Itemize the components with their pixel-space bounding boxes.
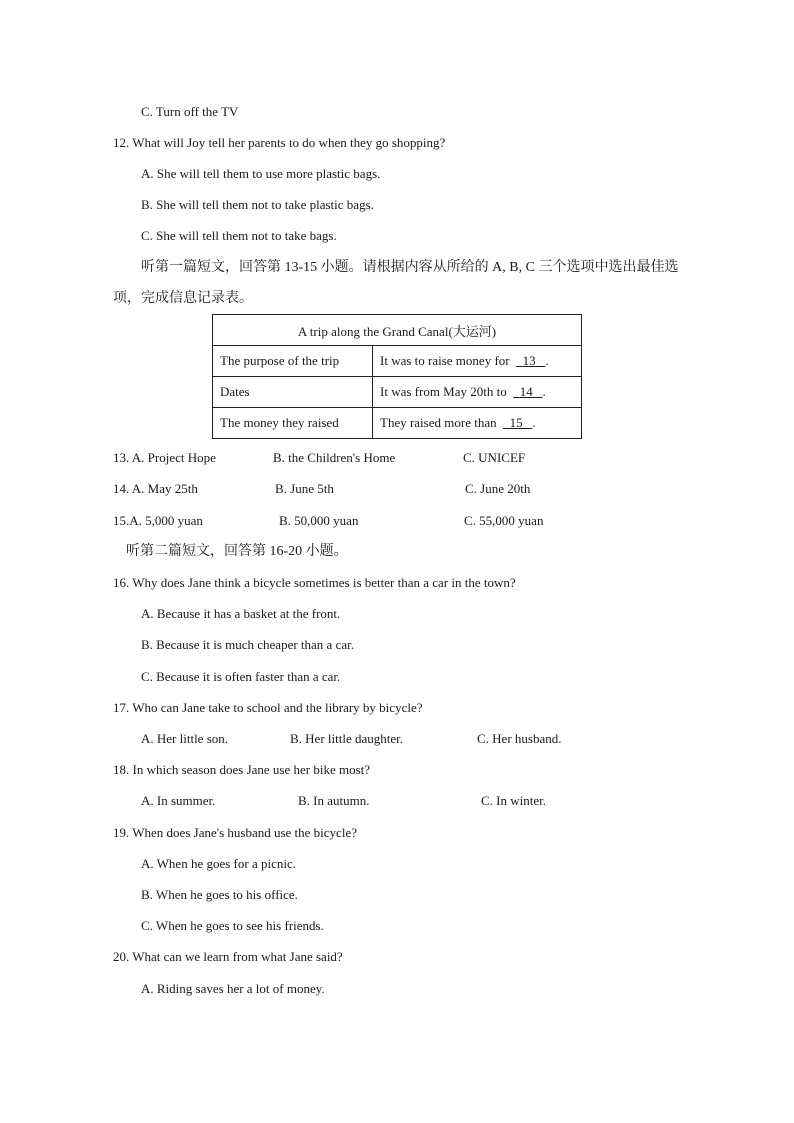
answer-blank-14 xyxy=(513,384,542,399)
q14-options xyxy=(0,481,794,497)
q14-option-c: C. June 20th xyxy=(465,481,531,496)
table-row-value: It was from May 20th to 14 . xyxy=(373,377,582,408)
q18-options xyxy=(0,793,794,809)
q17-option-b: B. Her little daughter. xyxy=(290,731,404,746)
table-row xyxy=(213,377,582,408)
q19-option-a: A. When he goes for a picnic. xyxy=(141,856,296,871)
blank-number: 13 xyxy=(522,353,536,368)
table-row-label: The money they raised xyxy=(213,408,373,439)
table-row xyxy=(213,408,582,439)
q16-option-a: A. Because it has a basket at the front. xyxy=(141,606,341,621)
q18-option-c: C. In winter. xyxy=(481,793,546,808)
blank-number: 14 xyxy=(519,384,533,399)
passage2-instruction: 听第二篇短文，回答第 16-20 小题。 xyxy=(126,544,348,559)
q15-option-a: 15.A. 5,000 yuan xyxy=(113,513,203,528)
answer-blank-13 xyxy=(516,353,545,368)
q12-question: 12. What will Joy tell her parents to do when they go shopping? xyxy=(113,135,446,150)
q18-option-b: B. In autumn. xyxy=(298,793,370,808)
table-title: A trip along the Grand Canal(大运河) xyxy=(213,315,582,346)
q19-question: 19. When does Jane's husband use the bicycle? xyxy=(113,825,357,840)
table-title-row xyxy=(213,315,582,346)
q15-option-c: C. 55,000 yuan xyxy=(464,513,544,528)
q18-question: 18. In which season does Jane use her bike most? xyxy=(113,762,371,777)
q17-question: 17. Who can Jane take to school and the library by bicycle? xyxy=(113,700,423,715)
q20-question: 20. What can we learn from what Jane said? xyxy=(113,949,343,964)
q14-option-b: B. June 5th xyxy=(275,481,334,496)
q16-question: 16. Why does Jane think a bicycle sometimes is better than a car in the town? xyxy=(113,575,516,590)
q20-option-a: A. Riding saves her a lot of money. xyxy=(141,981,325,996)
value-prefix: It was from May 20th to xyxy=(380,384,507,399)
q17-option-c: C. Her husband. xyxy=(477,731,562,746)
q16-option-c: C. Because it is often faster than a car. xyxy=(141,669,341,684)
q15-option-b: B. 50,000 yuan xyxy=(279,513,359,528)
q11-option-c: C. Turn off the TV xyxy=(141,104,239,119)
passage1-instruction-line2: 项，完成信息记录表。 xyxy=(113,291,253,306)
q13-option-c: C. UNICEF xyxy=(463,450,526,465)
q15-options xyxy=(0,513,794,529)
table-row-value: They raised more than 15 . xyxy=(373,408,582,439)
value-prefix: They raised more than xyxy=(380,415,497,430)
table-row-label: The purpose of the trip xyxy=(213,346,373,377)
q17-option-a: A. Her little son. xyxy=(141,731,229,746)
info-record-table xyxy=(212,314,582,439)
q19-option-b: B. When he goes to his office. xyxy=(141,887,298,902)
q17-options xyxy=(0,731,794,747)
table-row-value: It was to raise money for 13 . xyxy=(373,346,582,377)
table-row-label: Dates xyxy=(213,377,373,408)
q19-option-c: C. When he goes to see his friends. xyxy=(141,918,324,933)
q14-option-a: 14. A. May 25th xyxy=(113,481,198,496)
passage1-instruction-line1: 听第一篇短文，回答第 13-15 小题。请根据内容从所给的 A, B, C 三个选项中选出最佳选 xyxy=(141,260,679,275)
q12-option-b: B. She will tell them not to take plastic bags. xyxy=(141,197,374,212)
q16-option-b: B. Because it is much cheaper than a car. xyxy=(141,637,354,652)
q18-option-a: A. In summer. xyxy=(141,793,216,808)
q13-options xyxy=(0,450,794,466)
q12-option-a: A. She will tell them to use more plastic bags. xyxy=(141,166,381,181)
q13-option-a: 13. A. Project Hope xyxy=(113,450,216,465)
blank-number: 15 xyxy=(509,415,523,430)
q12-option-c: C. She will tell them not to take bags. xyxy=(141,228,337,243)
value-prefix: It was to raise money for xyxy=(380,353,510,368)
answer-blank-15 xyxy=(503,415,532,430)
q13-option-b: B. the Children's Home xyxy=(273,450,396,465)
table-row xyxy=(213,346,582,377)
